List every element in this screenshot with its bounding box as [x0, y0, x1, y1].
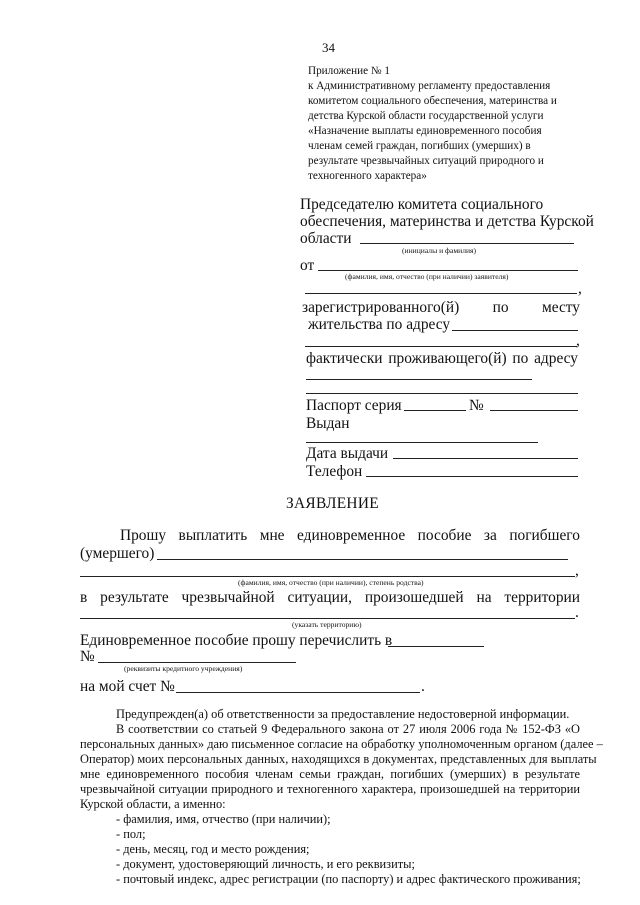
consent-line: мне единовременного пособия членам семьи граждан, погибших (умерших) в результате: [80, 767, 580, 781]
passport-number-sign: №: [469, 397, 484, 414]
consent-line: чрезвычайной ситуации природного и техногенного характера, произошедшей на территории: [80, 782, 580, 796]
word: погибшего: [509, 527, 580, 544]
registered-line: [302, 299, 580, 317]
period: .: [421, 678, 425, 695]
bank-name-field[interactable]: [388, 646, 484, 647]
word: в: [80, 589, 88, 606]
deceased-label: (умершего): [80, 545, 155, 562]
account-label: на мой счет №: [80, 678, 175, 695]
deceased-name-field[interactable]: [157, 559, 568, 560]
addressee-line: Председателю комитета социального: [300, 196, 544, 213]
from-label: от: [300, 257, 315, 274]
field-hint: (инициалы и фамилия): [402, 246, 477, 255]
field-hint: (фамилия, имя, отчество (при наличии) заявителя): [345, 272, 509, 281]
appendix-line: техногенного характера»: [308, 170, 427, 182]
consent-line: Оператор) моих персональных данных, находящихся в документах, представленных для выплаты: [80, 752, 597, 766]
period: .: [575, 604, 579, 621]
list-item: - фамилия, имя, отчество (при наличии);: [116, 812, 331, 826]
word: чрезвычайной: [181, 589, 275, 606]
bank-number-sign: №: [80, 648, 95, 665]
appendix-line: детства Курской области государственной услуги: [308, 110, 544, 122]
consent-line: В соответствии со статьей 9 Федерального закона от 27 июля 2006 года № 152-ФЗ «О: [116, 722, 580, 736]
consent-line: Курской области, а именно:: [80, 797, 226, 811]
chairman-name-field[interactable]: [360, 243, 574, 244]
addressee-line: области: [300, 230, 352, 247]
actual-address-field[interactable]: [306, 379, 532, 380]
residence-address-field-2[interactable]: [305, 346, 577, 347]
field-hint: (фамилия, имя, отчество (при наличии), степень родства): [238, 578, 424, 587]
word: произошедшей: [364, 589, 464, 606]
account-number-field[interactable]: [176, 692, 420, 693]
word: результате: [100, 589, 169, 606]
actual-address-label: фактически проживающего(й) по адресу: [306, 350, 578, 367]
issued-by-field[interactable]: [306, 442, 538, 443]
word: зарегистрированного(й): [302, 299, 460, 316]
list-item: - почтовый индекс, адрес регистрации (по паспорту) и адрес фактического проживания;: [116, 872, 581, 886]
word: единовременное: [297, 527, 406, 544]
word: ситуации,: [287, 589, 352, 606]
appendix-line: результате чрезвычайных ситуаций природного и: [308, 155, 544, 167]
passport-series-label: Паспорт серия: [306, 397, 402, 414]
field-hint: (указать территорию): [292, 620, 362, 629]
phone-label: Телефон: [306, 463, 363, 480]
document-title: ЗАЯВЛЕНИЕ: [286, 495, 379, 512]
territory-field[interactable]: [80, 618, 575, 619]
applicant-name-field-2[interactable]: [305, 293, 577, 294]
list-item: - день, месяц, год и место рождения;: [116, 842, 310, 856]
passport-series-field[interactable]: [404, 410, 466, 411]
word: мне: [259, 527, 285, 544]
applicant-name-field[interactable]: [318, 270, 578, 271]
word: выплатить: [178, 527, 248, 544]
appendix-line: Приложение № 1: [308, 65, 390, 77]
appendix-line: «Назначение выплаты единовременного пособия: [308, 125, 542, 137]
appendix-line: членам семей граждан, погибших (умерших) в: [308, 140, 531, 152]
field-hint: (реквизиты кредитного учреждения): [124, 664, 243, 673]
request-line-1: [120, 527, 580, 545]
residence-address-field[interactable]: [452, 330, 578, 331]
transfer-label: Единовременное пособие прошу перечислить в: [80, 632, 393, 649]
passport-number-field[interactable]: [490, 410, 578, 411]
list-item: - документ, удостоверяющий личность, и его реквизиты;: [116, 857, 415, 871]
page-number: 34: [322, 40, 335, 55]
request-line-3: [80, 589, 580, 607]
issued-label: Выдан: [306, 415, 350, 432]
comma: ,: [578, 280, 582, 297]
word: по: [492, 299, 509, 316]
warning-text: Предупрежден(а) об ответственности за предоставление недостоверной информации.: [116, 707, 570, 721]
addressee-line: обеспечения, материнства и детства Курской: [300, 213, 594, 230]
phone-field[interactable]: [366, 476, 578, 477]
word: пособие: [417, 527, 472, 544]
list-item: - пол;: [116, 827, 146, 841]
issue-date-label: Дата выдачи: [306, 445, 389, 462]
actual-address-field-2[interactable]: [306, 393, 578, 394]
word: за: [483, 527, 497, 544]
comma: ,: [575, 562, 579, 579]
bank-details-field[interactable]: [98, 662, 296, 663]
word: на: [476, 589, 492, 606]
deceased-name-field-2[interactable]: [80, 576, 575, 577]
consent-line: персональных данных» даю письменное согласие на обработку уполномоченным органом (далее –: [80, 737, 603, 751]
appendix-line: к Административному регламенту предоставления: [308, 80, 551, 92]
appendix-line: комитетом социального обеспечения, материнства и: [308, 95, 557, 107]
word: Прошу: [120, 527, 167, 544]
word: месту: [541, 299, 580, 316]
word: территории: [504, 589, 580, 606]
comma: ,: [576, 332, 580, 349]
residence-label: жительства по адресу: [308, 316, 451, 333]
issue-date-field[interactable]: [393, 458, 578, 459]
